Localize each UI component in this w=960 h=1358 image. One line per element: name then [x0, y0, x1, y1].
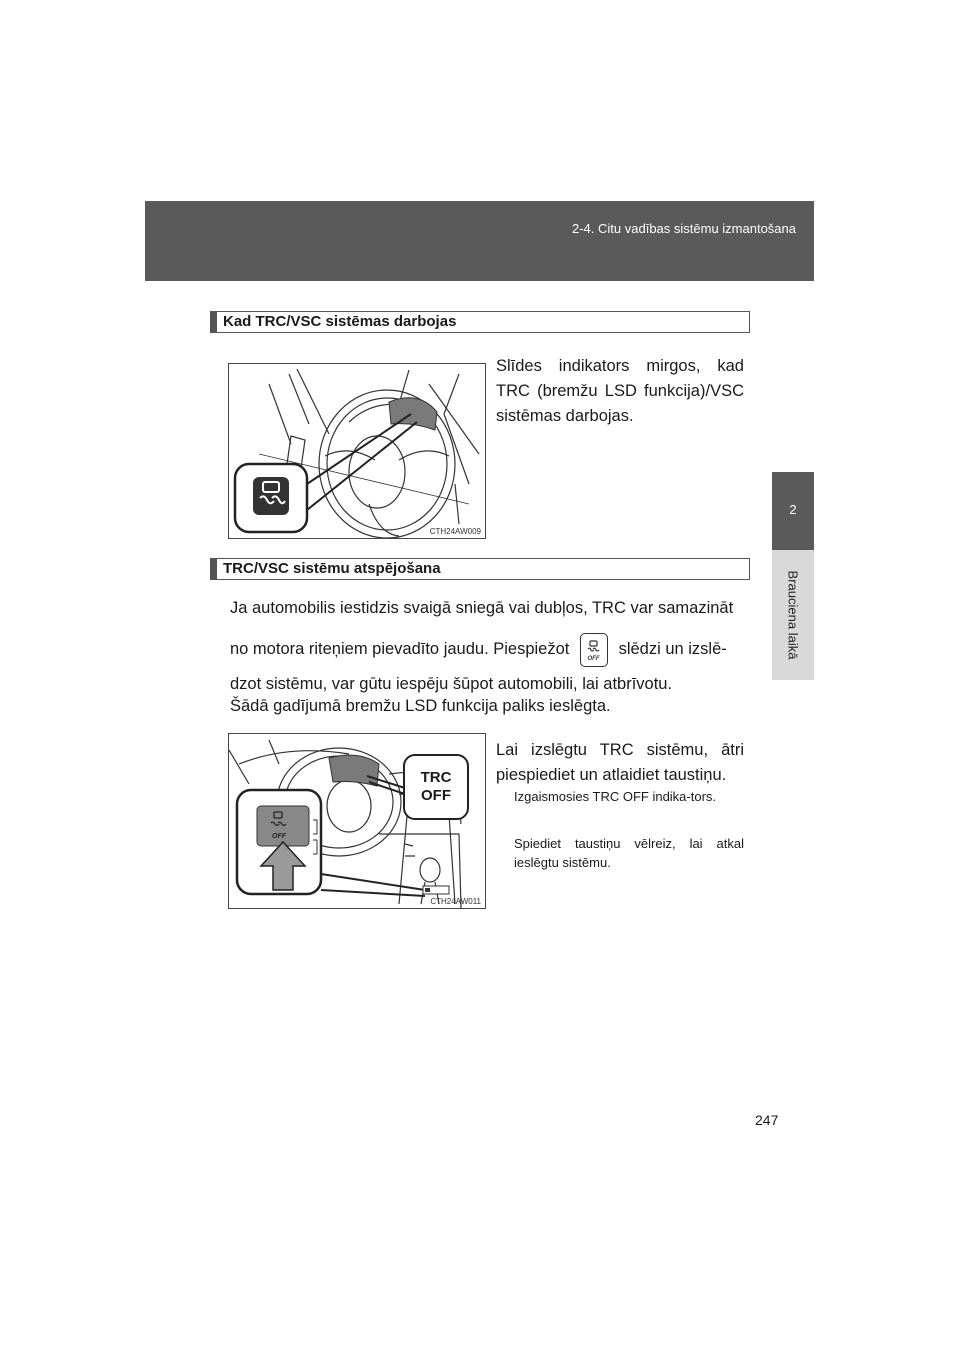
vsc-off-button-icon — [580, 633, 608, 667]
section-heading-text: TRC/VSC sistēmu atspējošana — [223, 560, 441, 577]
figure-slip-indicator — [228, 363, 486, 539]
section-heading-disable — [210, 558, 750, 580]
page-number: 247 — [755, 1112, 779, 1128]
paragraph-line-3: dzot sistēmu, var gūtu iespēju šūpot automobili, lai atbrīvotu. — [230, 675, 673, 693]
chapter-number: 2 — [789, 502, 797, 517]
chapter-title-tab — [772, 550, 814, 680]
instruction-text: Lai izslēgtu TRC sistēmu, ātri piespiediet un atlaidiet taustiņu. — [496, 741, 744, 784]
dashboard-illustration — [229, 364, 485, 538]
callout-line-1: TRC — [420, 769, 452, 786]
note-press-again: Spiediet taustiņu vēlreiz, lai atkal ieslēgtu sistēmu. — [514, 836, 744, 870]
chapter-title: Brauciena laikā — [785, 570, 801, 660]
figure-code: CTH24AW009 — [429, 527, 481, 536]
section-title: 2-4. Citu vadības sistēmu izmantošana — [572, 221, 796, 236]
paragraph-line-1: Ja automobilis iestidzis svaigā sniegā vai dubļos, TRC var samazināt — [230, 599, 734, 617]
note-trc-off-lights: Izgaismosies TRC OFF indika-tors. — [514, 789, 717, 804]
section-heading-trc-vsc-operating — [210, 311, 750, 333]
callout-line-2: OFF — [421, 787, 451, 804]
slip-indicator-description: Slīdes indikators mirgos, kad TRC (bremžu LSD funkcija)/VSC sistēmas darbojas. — [496, 357, 744, 425]
section-heading-text: Kad TRC/VSC sistēmas darbojas — [223, 313, 457, 330]
figure-code: CTH24AW011 — [430, 897, 481, 906]
paragraph-line-2-end: slēdzi un izslē- — [618, 640, 727, 658]
paragraph-line-2 — [230, 632, 746, 667]
switch-off-label: OFF — [272, 833, 286, 840]
header-band — [145, 201, 814, 281]
button-off-label: OFF — [587, 655, 600, 662]
chapter-number-tab — [772, 472, 814, 550]
paragraph-line-4: Šādā gadījumā bremžu LSD funkcija paliks ieslēgta. — [230, 697, 611, 715]
paragraph-line-2-start: no motora riteņiem pievadīto jaudu. Piespiežot — [230, 640, 570, 658]
trc-off-indicator-callout — [403, 754, 469, 820]
